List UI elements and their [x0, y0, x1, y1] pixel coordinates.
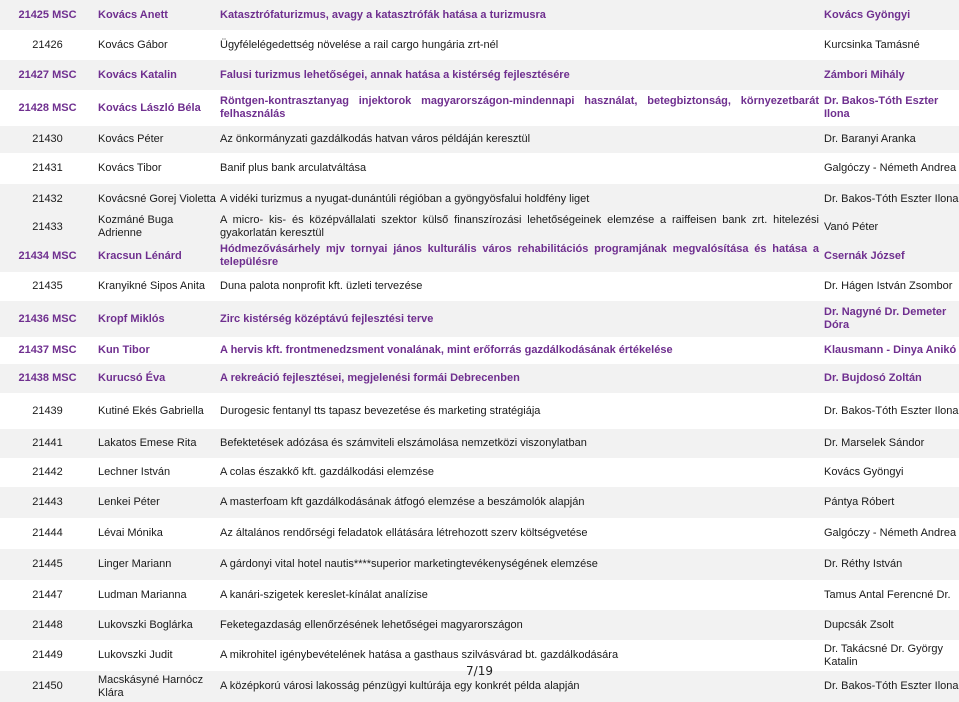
- supervisor-name: Zámbori Mihály: [821, 60, 959, 90]
- thesis-title: Befektetések adózása és számviteli elszámolása nemzetközi viszonylatban: [217, 429, 821, 458]
- supervisor-name: Galgóczy - Németh Andrea: [821, 153, 959, 184]
- author-name: Kranyikné Sipos Anita: [95, 272, 217, 301]
- thesis-number: 21434 MSC: [0, 240, 95, 272]
- author-name: Macskásyné Harnócz Klára: [95, 671, 217, 702]
- thesis-number: 21432: [0, 184, 95, 214]
- author-name: Lakatos Emese Rita: [95, 429, 217, 458]
- thesis-title: Banif plus bank arculatváltása: [217, 153, 821, 184]
- supervisor-name: Tamus Antal Ferencné Dr.: [821, 580, 959, 610]
- thesis-title: Az önkormányzati gazdálkodás hatvan város példáján keresztül: [217, 126, 821, 153]
- thesis-number: 21441: [0, 429, 95, 458]
- author-name: Linger Mariann: [95, 549, 217, 580]
- table-row: [0, 610, 959, 640]
- thesis-number: 21428 MSC: [0, 90, 95, 126]
- table-row: [0, 214, 959, 240]
- supervisor-name: Dr. Nagyné Dr. Demeter Dóra: [821, 301, 959, 337]
- thesis-title: Zirc kistérség középtávú fejlesztési terve: [217, 301, 821, 337]
- author-name: Kovácsné Gorej Violetta: [95, 184, 217, 214]
- author-name: Lechner István: [95, 458, 217, 487]
- thesis-title: A gárdonyi vital hotel nautis****superior marketingtevékenységének elemzése: [217, 549, 821, 580]
- supervisor-name: Dr. Takácsné Dr. György Katalin: [821, 640, 959, 671]
- author-name: Kurucsó Éva: [95, 364, 217, 393]
- thesis-number: 21426: [0, 30, 95, 60]
- table-row: [0, 30, 959, 60]
- author-name: Kovács Péter: [95, 126, 217, 153]
- table-row: [0, 337, 959, 364]
- thesis-title: A hervis kft. frontmenedzsment vonalának, mint erőforrás gazdálkodásának értékelése: [217, 337, 821, 364]
- thesis-title: Duna palota nonprofit kft. üzleti tervezése: [217, 272, 821, 301]
- table-row: [0, 184, 959, 214]
- thesis-title: A középkorú városi lakosság pénzügyi kultúrája egy konkrét példa alapján: [217, 671, 821, 702]
- thesis-title: Röntgen-kontrasztanyag injektorok magyarországon-mindennapi használat, betegbiztonság, környezetbarát felhasználás: [217, 90, 821, 126]
- thesis-number: 21433: [0, 214, 95, 240]
- thesis-number: 21436 MSC: [0, 301, 95, 337]
- supervisor-name: Kurcsinka Tamásné: [821, 30, 959, 60]
- supervisor-name: Dupcsák Zsolt: [821, 610, 959, 640]
- supervisor-name: Kovács Gyöngyi: [821, 0, 959, 30]
- supervisor-name: Dr. Réthy István: [821, 549, 959, 580]
- thesis-number: 21431: [0, 153, 95, 184]
- thesis-number: 21449: [0, 640, 95, 671]
- supervisor-name: Pántya Róbert: [821, 487, 959, 518]
- thesis-title: Durogesic fentanyl tts tapasz bevezetése és marketing stratégiája: [217, 393, 821, 429]
- supervisor-name: Dr. Marselek Sándor: [821, 429, 959, 458]
- thesis-number: 21448: [0, 610, 95, 640]
- author-name: Kun Tibor: [95, 337, 217, 364]
- supervisor-name: Kovács Gyöngyi: [821, 458, 959, 487]
- author-name: Kracsun Lénárd: [95, 240, 217, 272]
- table-row: [0, 0, 959, 30]
- table-row: [0, 393, 959, 429]
- author-name: Kovács Tibor: [95, 153, 217, 184]
- author-name: Kovács Katalin: [95, 60, 217, 90]
- supervisor-name: Dr. Bujdosó Zoltán: [821, 364, 959, 393]
- supervisor-name: Dr. Bakos-Tóth Eszter Ilona: [821, 671, 959, 702]
- supervisor-name: Klausmann - Dinya Anikó: [821, 337, 959, 364]
- table-row: [0, 487, 959, 518]
- thesis-title: A colas északkő kft. gazdálkodási elemzése: [217, 458, 821, 487]
- table-row: [0, 153, 959, 184]
- author-name: Lévai Mónika: [95, 518, 217, 549]
- thesis-number: 21439: [0, 393, 95, 429]
- thesis-title: Feketegazdaság ellenőrzésének lehetőségei magyarországon: [217, 610, 821, 640]
- supervisor-name: Dr. Bakos-Tóth Eszter Ilona: [821, 184, 959, 214]
- thesis-title: Hódmezővásárhely mjv tornyai jános kulturális város rehabilitációs programjának megvalósítása és hatása a településre: [217, 240, 821, 272]
- author-name: Lukovszki Boglárka: [95, 610, 217, 640]
- author-name: Lukovszki Judit: [95, 640, 217, 671]
- supervisor-name: Dr. Hágen István Zsombor: [821, 272, 959, 301]
- table-row: [0, 60, 959, 90]
- table-row: [0, 240, 959, 272]
- author-name: Kutiné Ekés Gabriella: [95, 393, 217, 429]
- thesis-number: 21444: [0, 518, 95, 549]
- author-name: Ludman Marianna: [95, 580, 217, 610]
- thesis-title: A micro- kis- és középvállalati szektor külső finanszírozási lehetőségeinek elemzése a raiffeisen bank zrt. hitelezési gyakorlatán keresztül: [217, 214, 821, 240]
- table-row: [0, 580, 959, 610]
- supervisor-name: Vanó Péter: [821, 214, 959, 240]
- supervisor-name: Galgóczy - Németh Andrea: [821, 518, 959, 549]
- thesis-title: A mikrohitel igénybevételének hatása a gasthaus szilvásvárad bt. gazdálkodására: [217, 640, 821, 671]
- thesis-number: 21447: [0, 580, 95, 610]
- author-name: Kozmáné Buga Adrienne: [95, 214, 217, 240]
- author-name: Kovács László Béla: [95, 90, 217, 126]
- supervisor-name: Csernák József: [821, 240, 959, 272]
- page-number: 7/19: [466, 664, 493, 678]
- thesis-number: 21430: [0, 126, 95, 153]
- supervisor-name: Dr. Bakos-Tóth Eszter Ilona: [821, 393, 959, 429]
- thesis-title: A vidéki turizmus a nyugat-dunántúli régióban a gyöngyösfalui holdfény liget: [217, 184, 821, 214]
- author-name: Lenkei Péter: [95, 487, 217, 518]
- table-row: [0, 272, 959, 301]
- supervisor-name: Dr. Baranyi Aranka: [821, 126, 959, 153]
- thesis-title: Az általános rendőrségi feladatok ellátására létrehozott szerv költségvetése: [217, 518, 821, 549]
- author-name: Kovács Gábor: [95, 30, 217, 60]
- thesis-title: Katasztrófaturizmus, avagy a katasztrófák hatása a turizmusra: [217, 0, 821, 30]
- thesis-title: A kanári-szigetek kereslet-kínálat analízise: [217, 580, 821, 610]
- thesis-title: Ügyfélelégedettség növelése a rail cargo hungária zrt-nél: [217, 30, 821, 60]
- thesis-number: 21435: [0, 272, 95, 301]
- thesis-number: 21437 MSC: [0, 337, 95, 364]
- thesis-title: A masterfoam kft gazdálkodásának átfogó elemzése a beszámolók alapján: [217, 487, 821, 518]
- thesis-number: 21427 MSC: [0, 60, 95, 90]
- thesis-number: 21438 MSC: [0, 364, 95, 393]
- supervisor-name: Dr. Bakos-Tóth Eszter Ilona: [821, 90, 959, 126]
- thesis-number: 21442: [0, 458, 95, 487]
- thesis-number: 21445: [0, 549, 95, 580]
- table-row: [0, 301, 959, 337]
- table-row: [0, 549, 959, 580]
- table-row: [0, 518, 959, 549]
- table-row: [0, 429, 959, 458]
- thesis-number: 21443: [0, 487, 95, 518]
- thesis-title: Falusi turizmus lehetőségei, annak hatása a kistérség fejlesztésére: [217, 60, 821, 90]
- table-row: [0, 90, 959, 126]
- thesis-number: 21450: [0, 671, 95, 702]
- thesis-title: A rekreáció fejlesztései, megjelenési formái Debrecenben: [217, 364, 821, 393]
- table-row: [0, 126, 959, 153]
- table-row: [0, 364, 959, 393]
- table-row: [0, 458, 959, 487]
- author-name: Kovács Anett: [95, 0, 217, 30]
- thesis-number: 21425 MSC: [0, 0, 95, 30]
- author-name: Kropf Miklós: [95, 301, 217, 337]
